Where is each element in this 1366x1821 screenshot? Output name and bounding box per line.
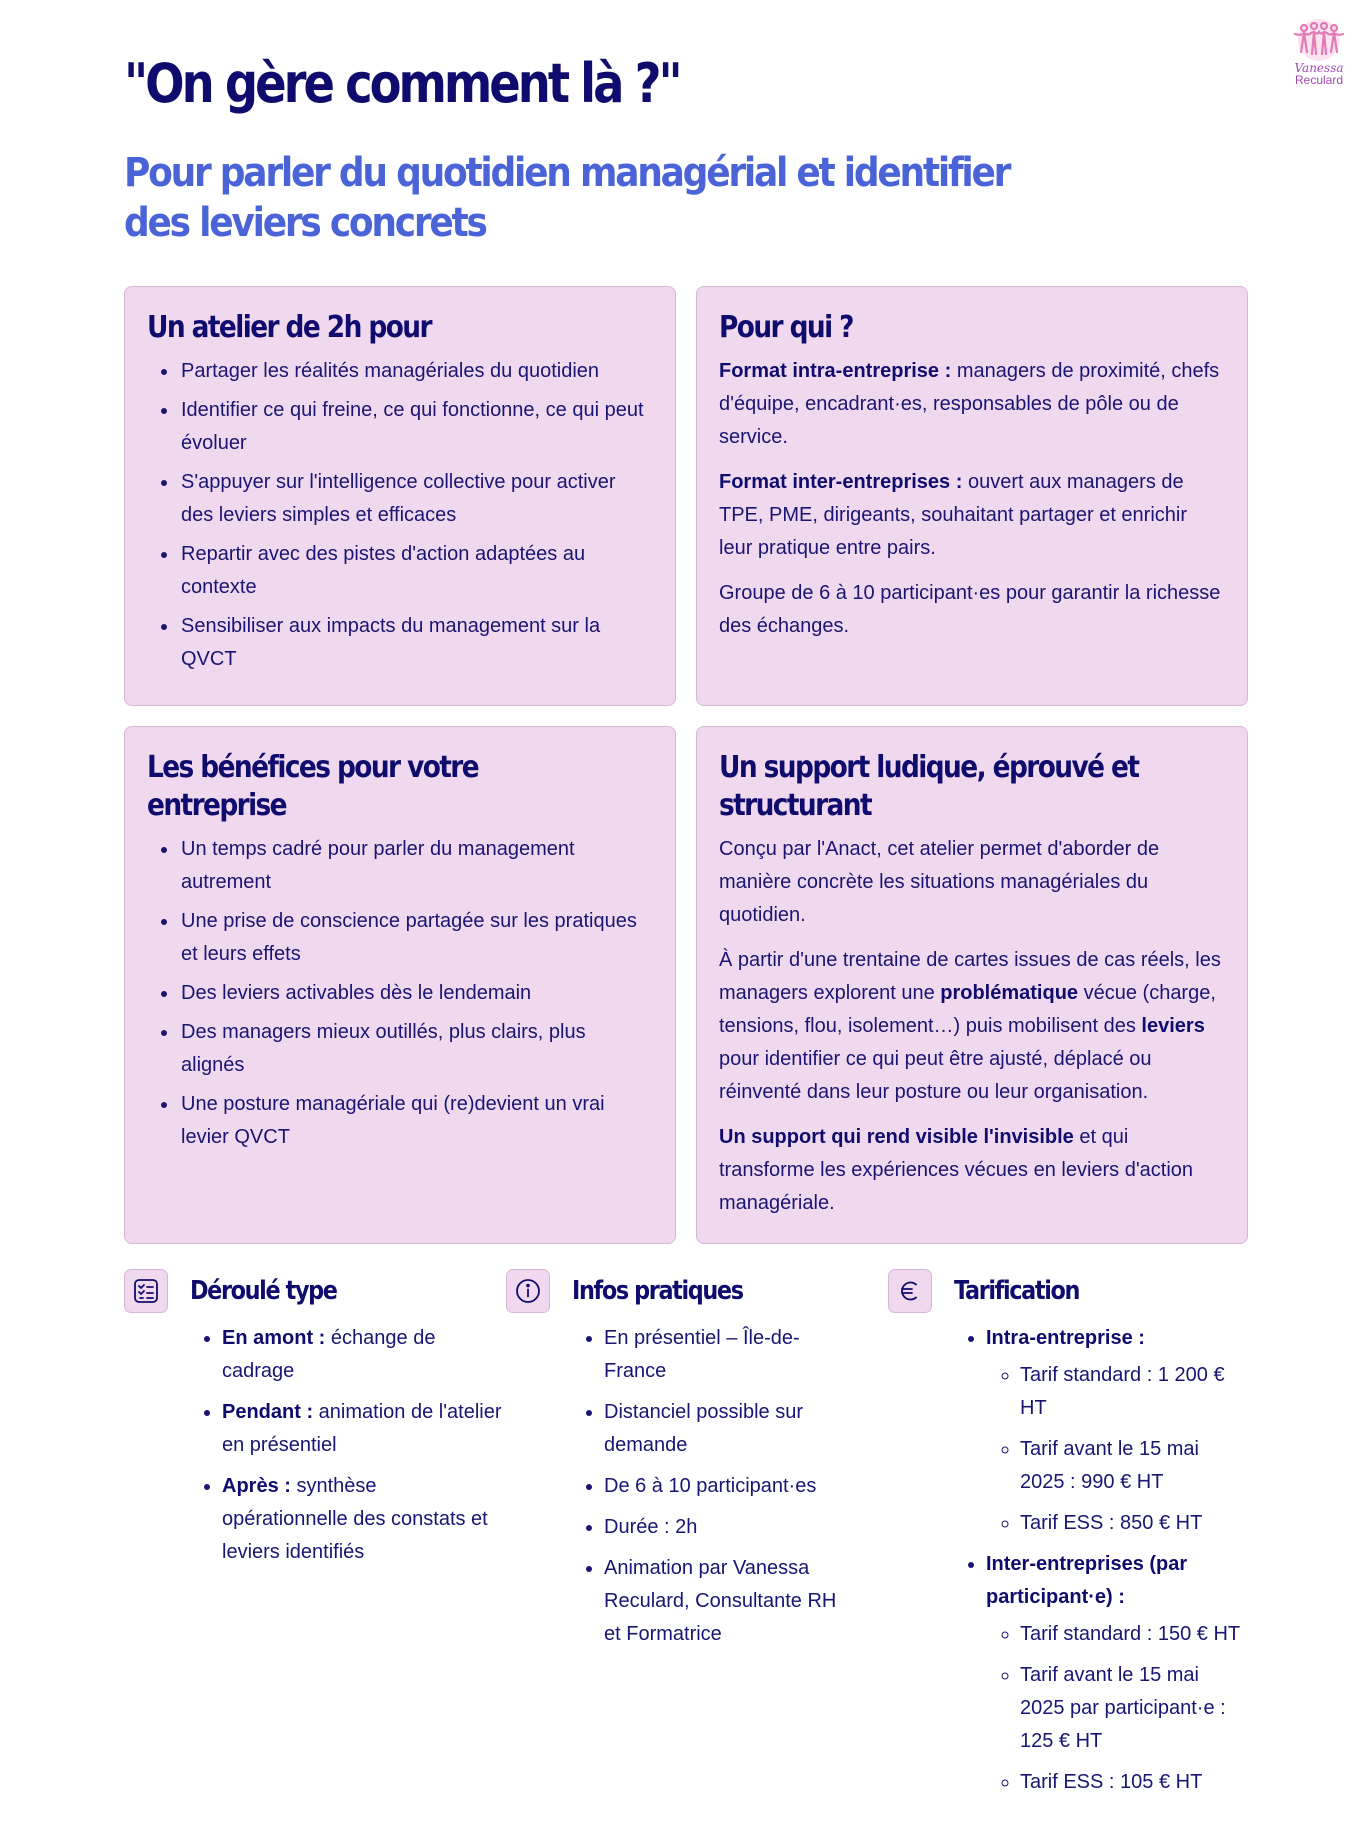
list-item: ◦ Tarif ESS : 105 € HT (1020, 1766, 1248, 1799)
tarif-inter-label: Inter-entreprises (par participant·e) : (986, 1553, 1188, 1608)
list-item: • Durée : 2h (604, 1511, 856, 1544)
list-item: • Partager les réalités managériales du quotidien (179, 355, 653, 388)
deroule-item-label: Après : (222, 1475, 291, 1497)
infos-heading: Infos pratiques (572, 1276, 743, 1306)
support-text-d: pour identifier ce qui peut être ajusté, déplacé ou réinventé dans leur posture ou leur organisation. (719, 1048, 1152, 1103)
deroule-item-label: En amont : (222, 1327, 326, 1349)
card-pour-qui-heading: Pour qui ? (719, 310, 853, 345)
format-inter-text: ouvert aux managers de TPE, PME, dirigeants, souhaitant partager et enrichir leur pratique entre pairs. (719, 471, 1188, 559)
list-item: • Une posture managériale qui (re)devient un vrai levier QVCT (179, 1088, 653, 1154)
deroule-item-text: synthèse opérationnelle des constats et leviers identifiés (222, 1475, 488, 1563)
support-intro: Conçu par l'Anact, cet atelier permet d'aborder de manière concrète les situations managériales du quotidien. (719, 838, 1160, 926)
list-item: • Un temps cadré pour parler du management autrement (179, 833, 653, 899)
list-item: ◦ Tarif ESS : 850 € HT (1020, 1507, 1248, 1540)
list-item: ◦ Tarif standard : 150 € HT (1020, 1618, 1248, 1651)
list-item: • S'appuyer sur l'intelligence collective pour activer des leviers simples et efficaces (179, 466, 653, 532)
card-atelier-heading: Un atelier de 2h pour (147, 310, 431, 345)
card-pour-qui (696, 286, 1248, 706)
deroule-item-text: échange de cadrage (222, 1327, 436, 1382)
logo-people-icon (1289, 18, 1349, 62)
tarifs-header (888, 1268, 1248, 1314)
euro-icon (888, 1269, 932, 1313)
tarif-intra-list (986, 1359, 1248, 1540)
deroule-item-label: Pendant : (222, 1401, 314, 1423)
deroule-list (124, 1322, 504, 1569)
list-item: • Une prise de conscience partagée sur les pratiques et leurs effets (179, 905, 653, 971)
card-benefices-list (147, 833, 653, 1154)
list-item: • Distanciel possible sur demande (604, 1396, 856, 1462)
support-description (719, 944, 1225, 1109)
list-item (222, 1396, 504, 1462)
list-item: • Identifier ce qui freine, ce qui fonctionne, ce qui peut évoluer (179, 394, 653, 460)
infos-list (506, 1322, 856, 1651)
card-benefices-heading: Les bénéfices pour votre entreprise (147, 750, 479, 823)
tarifs-list (888, 1322, 1248, 1799)
card-benefices (124, 726, 676, 1244)
list-item: ◦ Tarif avant le 15 mai 2025 : 990 € HT (1020, 1433, 1248, 1499)
list-item: ◦ Tarif avant le 15 mai 2025 par participant·e : 125 € HT (1020, 1659, 1248, 1758)
support-conclusion-text: et qui transforme les expériences vécues en leviers d'action managériale. (719, 1126, 1194, 1214)
tarif-inter-list (986, 1618, 1248, 1799)
group-size: Groupe de 6 à 10 participant·es pour garantir la richesse des échanges. (719, 582, 1221, 637)
tarif-intra-label: Intra-entreprise : (986, 1327, 1145, 1349)
list-item (222, 1470, 504, 1569)
list-item: • Sensibiliser aux impacts du management sur la QVCT (179, 610, 653, 676)
support-conclusion-bold: Un support qui rend visible l'invisible (719, 1126, 1074, 1148)
format-inter-label: Format inter-entreprises : (719, 471, 963, 493)
info-icon (506, 1269, 550, 1313)
deroule-item-text: animation de l'atelier en présentiel (222, 1401, 502, 1456)
deroule-heading: Déroulé type (190, 1276, 337, 1306)
support-conclusion (719, 1121, 1225, 1220)
support-text-c: vécue (charge, tensions, flou, isolement…) puis mobilisent des (719, 982, 1216, 1037)
card-atelier-list (147, 355, 653, 676)
support-bold-leviers: leviers (1141, 1015, 1205, 1037)
list-item: • Animation par Vanessa Reculard, Consultante RH et Formatrice (604, 1552, 856, 1651)
format-intra-label: Format intra-entreprise : (719, 360, 952, 382)
infos-header (506, 1268, 856, 1314)
tarifs-heading: Tarification (954, 1276, 1080, 1306)
page-title: "On gère comment là ?" (124, 52, 680, 115)
page-subtitle: Pour parler du quotidien managérial et identifier des leviers concrets (124, 150, 1010, 246)
list-item: • En présentiel – Île-de-France (604, 1322, 856, 1388)
format-inter (719, 466, 1225, 565)
section-tarifs (888, 1268, 1248, 1807)
card-support (696, 726, 1248, 1244)
list-item: ◦ Tarif standard : 1 200 € HT (1020, 1359, 1248, 1425)
list-item: • Des leviers activables dès le lendemain (179, 977, 653, 1010)
support-text-a: À partir d'une trentaine de cartes issues de cas réels, les managers explorent une (719, 949, 1221, 1004)
list-item: • De 6 à 10 participant·es (604, 1470, 856, 1503)
list-item: • Des managers mieux outillés, plus clairs, plus alignés (179, 1016, 653, 1082)
list-item (986, 1322, 1248, 1540)
format-intra (719, 355, 1225, 454)
section-deroule (124, 1268, 504, 1577)
list-item: • Repartir avec des pistes d'action adaptées au contexte (179, 538, 653, 604)
logo-name-last: Reculard (1294, 73, 1344, 87)
card-support-heading: Un support ludique, éprouvé et structurant (719, 750, 1139, 823)
list-item (986, 1548, 1248, 1799)
section-infos (506, 1268, 856, 1659)
deroule-header (124, 1268, 504, 1314)
logo (1288, 18, 1350, 86)
support-bold-problematique: problématique (940, 982, 1079, 1004)
checklist-icon (124, 1269, 168, 1313)
format-intra-text: managers de proximité, chefs d'équipe, encadrant·es, responsables de pôle ou de service. (719, 360, 1220, 448)
list-item (222, 1322, 504, 1388)
card-atelier (124, 286, 676, 706)
logo-name-first: Vanessa (1294, 61, 1344, 75)
